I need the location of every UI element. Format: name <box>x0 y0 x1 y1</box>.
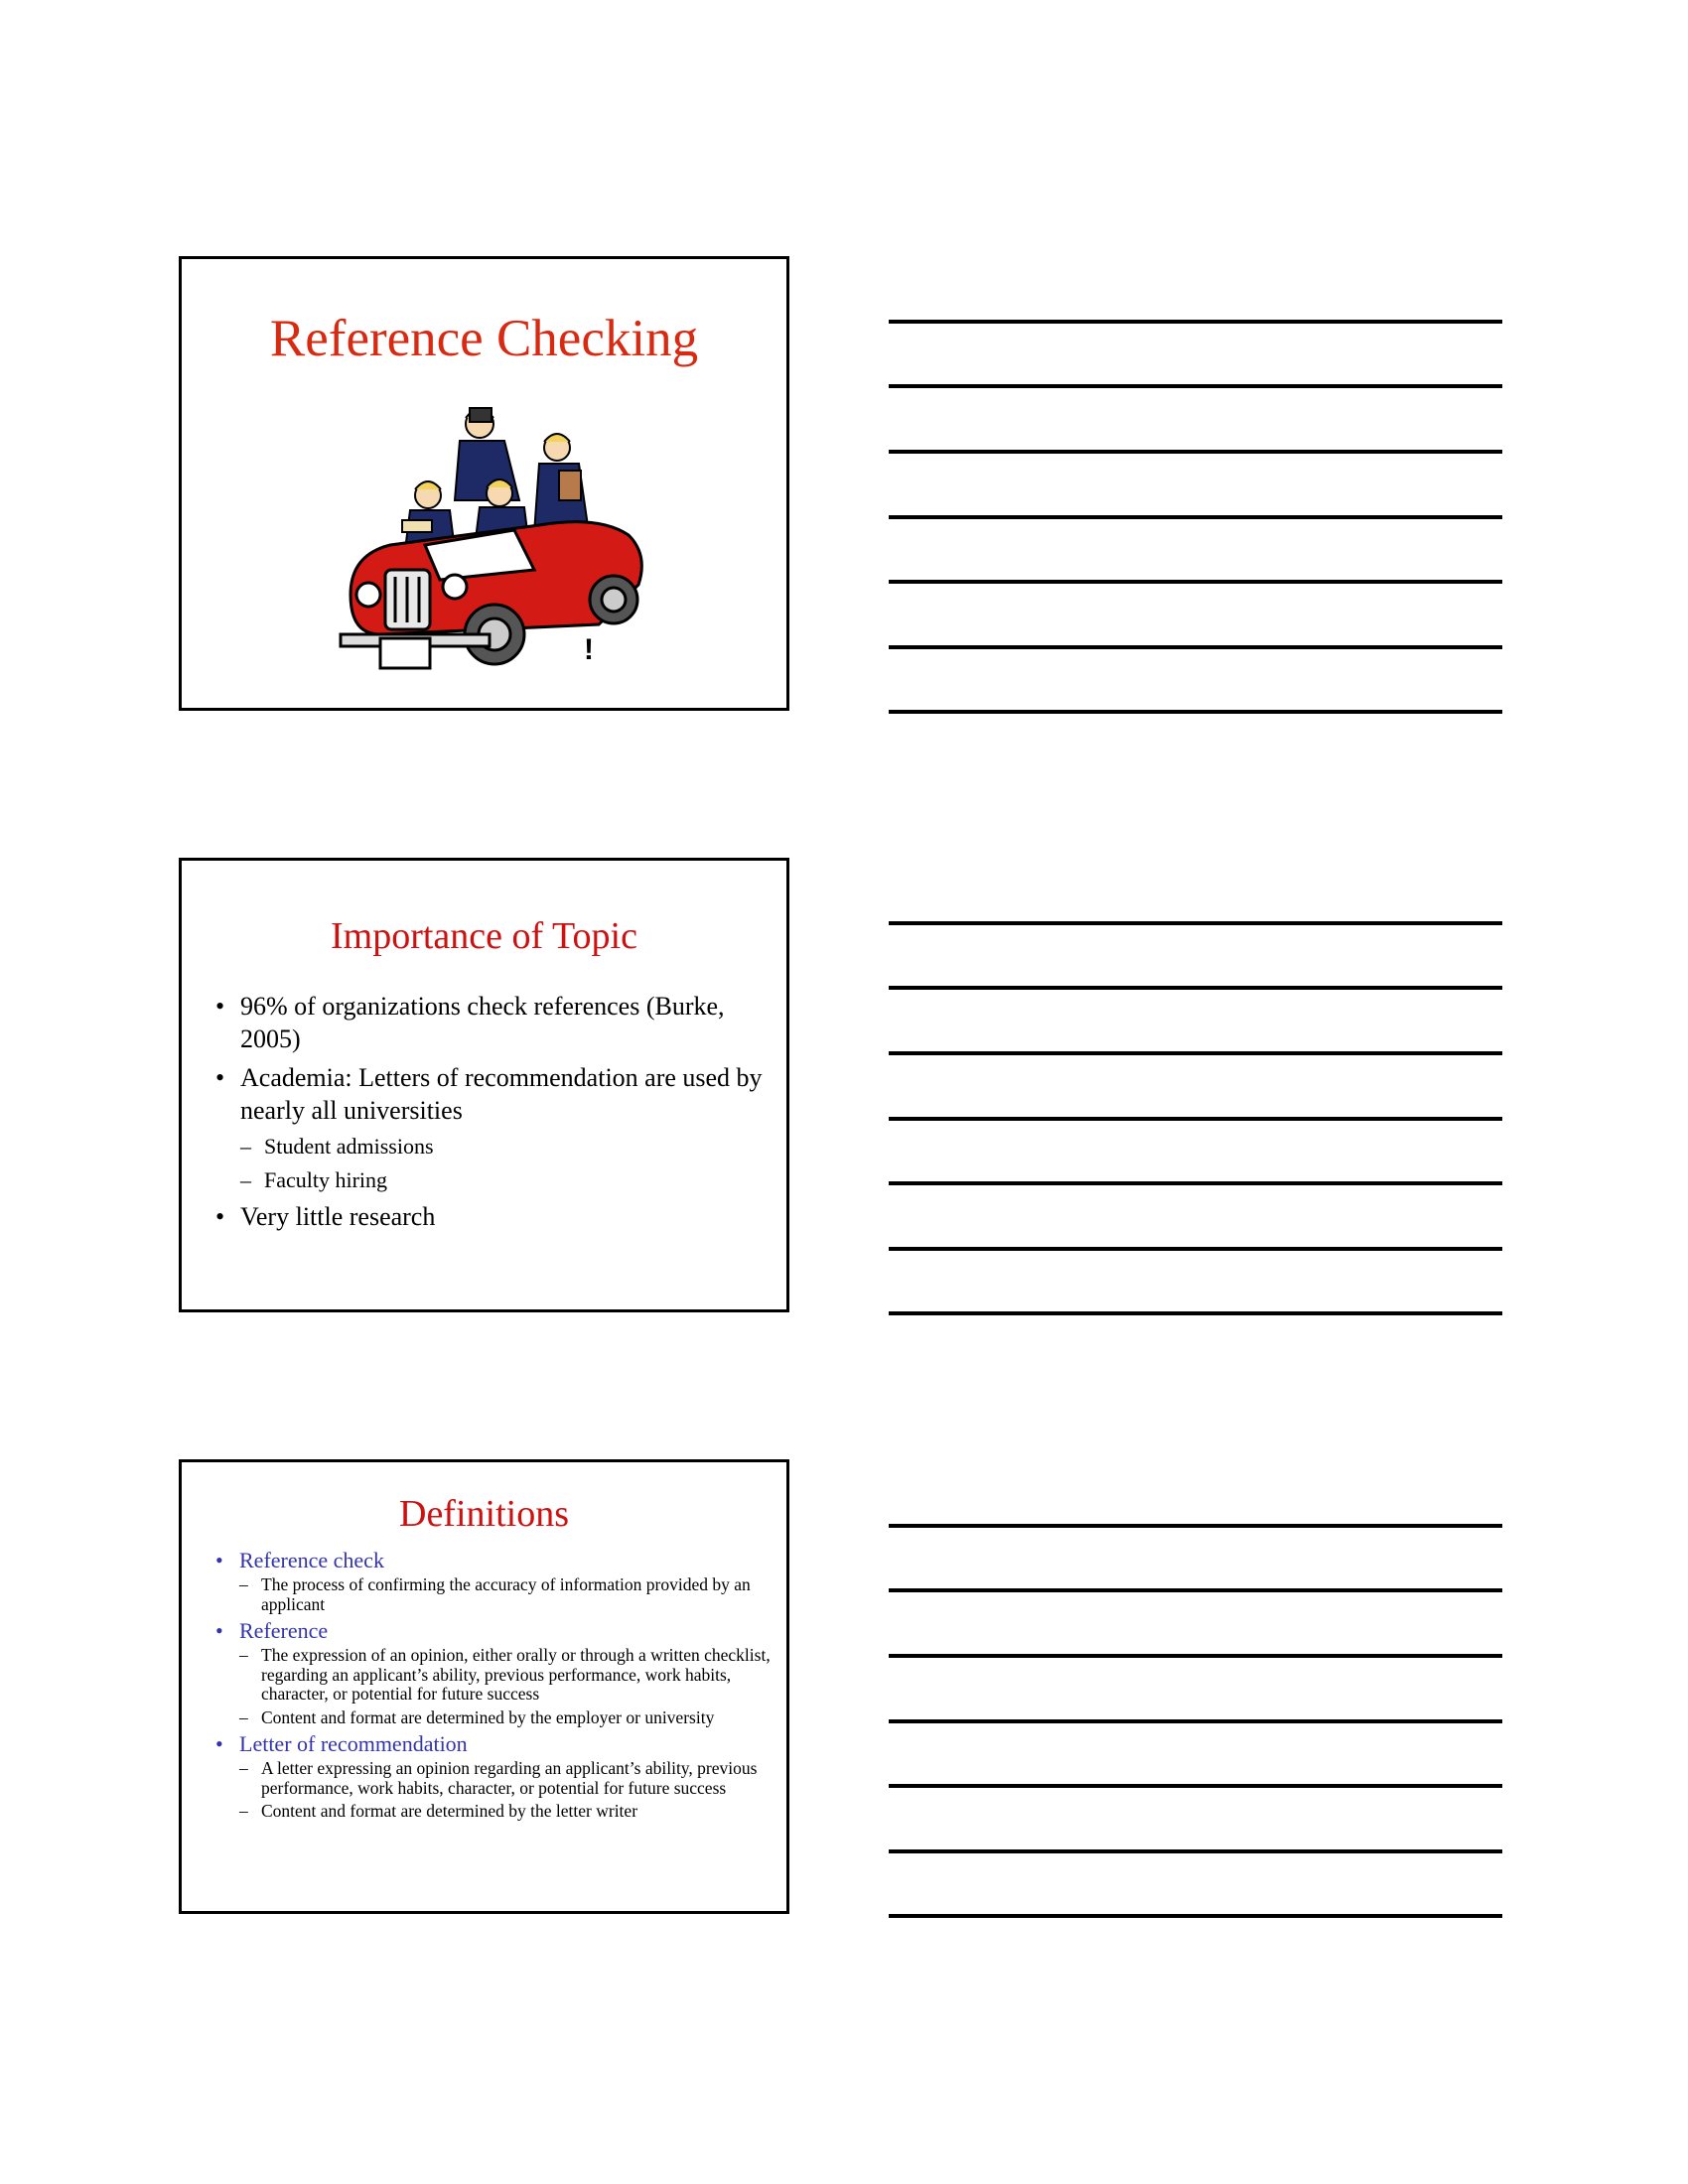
bullet-icon: • <box>215 1731 223 1756</box>
slide-title: Reference Checking <box>269 310 699 367</box>
note-line <box>889 1247 1502 1251</box>
car-cartoon-image <box>331 396 648 684</box>
sub-bullet-list <box>239 1759 772 1822</box>
definition-term: Letter of recommendation <box>239 1731 468 1756</box>
note-line <box>889 921 1502 925</box>
sub-bullet-item <box>239 1759 772 1798</box>
note-line <box>889 710 1502 714</box>
sub-bullet-item <box>239 1646 772 1705</box>
note-line <box>889 320 1502 324</box>
definition-term: Reference check <box>239 1548 384 1572</box>
bullet-item <box>215 1731 772 1822</box>
sub-bullet-list <box>239 1646 772 1727</box>
note-line <box>889 1524 1502 1528</box>
note-line <box>889 515 1502 519</box>
slide-title: Definitions <box>399 1493 569 1535</box>
note-line <box>889 580 1502 584</box>
sub-bullet-item <box>239 1802 772 1822</box>
dash-icon: – <box>239 1706 248 1727</box>
bullet-item <box>215 1061 772 1194</box>
note-line <box>889 1784 1502 1788</box>
slide-title: Importance of Topic <box>331 915 637 957</box>
note-line <box>889 384 1502 388</box>
sub-bullet-text: Content and format are determined by the employer or university <box>261 1706 715 1727</box>
bullet-item <box>215 1618 772 1727</box>
sub-bullet-item <box>239 1708 772 1728</box>
note-line <box>889 1311 1502 1315</box>
note-line <box>889 645 1502 649</box>
dash-icon: – <box>239 1645 248 1665</box>
bullet-item <box>215 1548 772 1614</box>
note-line <box>889 1914 1502 1918</box>
note-line <box>889 1181 1502 1185</box>
note-line <box>889 1654 1502 1658</box>
bullet-icon: • <box>215 1063 225 1092</box>
bullet-text: 96% of organizations check references (Burke, 2005) <box>240 992 725 1053</box>
dash-icon: – <box>240 1134 251 1159</box>
sub-bullet-item <box>240 1133 772 1160</box>
sub-bullet-text: Faculty hiring <box>264 1167 388 1192</box>
sub-bullet-text: Student admissions <box>264 1134 434 1159</box>
sub-bullet-text: A letter expressing an opinion regarding an applicant’s ability, previous performance, work habits, character, or potential for future success <box>261 1758 758 1798</box>
bullet-text: Very little research <box>240 1202 436 1231</box>
sub-bullet-list <box>239 1575 772 1614</box>
slide-importance-of-topic <box>179 858 789 1312</box>
bullet-text: Academia: Letters of recommendation are used by nearly all universities <box>240 1063 763 1125</box>
note-line <box>889 450 1502 454</box>
note-line <box>889 986 1502 990</box>
sub-bullet-text: The process of confirming the accuracy of information provided by an applicant <box>261 1574 751 1614</box>
bullet-list <box>215 990 772 1239</box>
dash-icon: – <box>239 1801 248 1821</box>
sub-bullet-item <box>239 1575 772 1614</box>
note-line <box>889 1117 1502 1121</box>
svg-text:!: ! <box>584 633 594 666</box>
dash-icon: – <box>240 1167 251 1192</box>
note-line <box>889 1849 1502 1853</box>
note-line <box>889 1588 1502 1592</box>
sub-bullet-item <box>240 1166 772 1194</box>
slide-reference-checking <box>179 256 789 711</box>
bullet-list <box>215 1548 772 1826</box>
bullet-icon: • <box>215 1618 223 1643</box>
dash-icon: – <box>239 1758 248 1778</box>
bullet-icon: • <box>215 1548 223 1572</box>
definition-term: Reference <box>239 1618 329 1643</box>
sub-bullet-text: Content and format are determined by the letter writer <box>261 1801 638 1821</box>
dash-icon: – <box>239 1574 248 1594</box>
bullet-icon: • <box>215 1202 225 1231</box>
note-line <box>889 1051 1502 1055</box>
bullet-item <box>215 990 772 1055</box>
slide-definitions <box>179 1459 789 1914</box>
sub-bullet-text: The expression of an opinion, either orally or through a written checklist, regarding an applicant’s ability, previous performance, work habits, character, or potential for future success <box>261 1645 771 1704</box>
sub-bullet-list <box>240 1133 772 1194</box>
bullet-item <box>215 1200 772 1233</box>
bullet-icon: • <box>215 992 225 1021</box>
note-line <box>889 1719 1502 1723</box>
